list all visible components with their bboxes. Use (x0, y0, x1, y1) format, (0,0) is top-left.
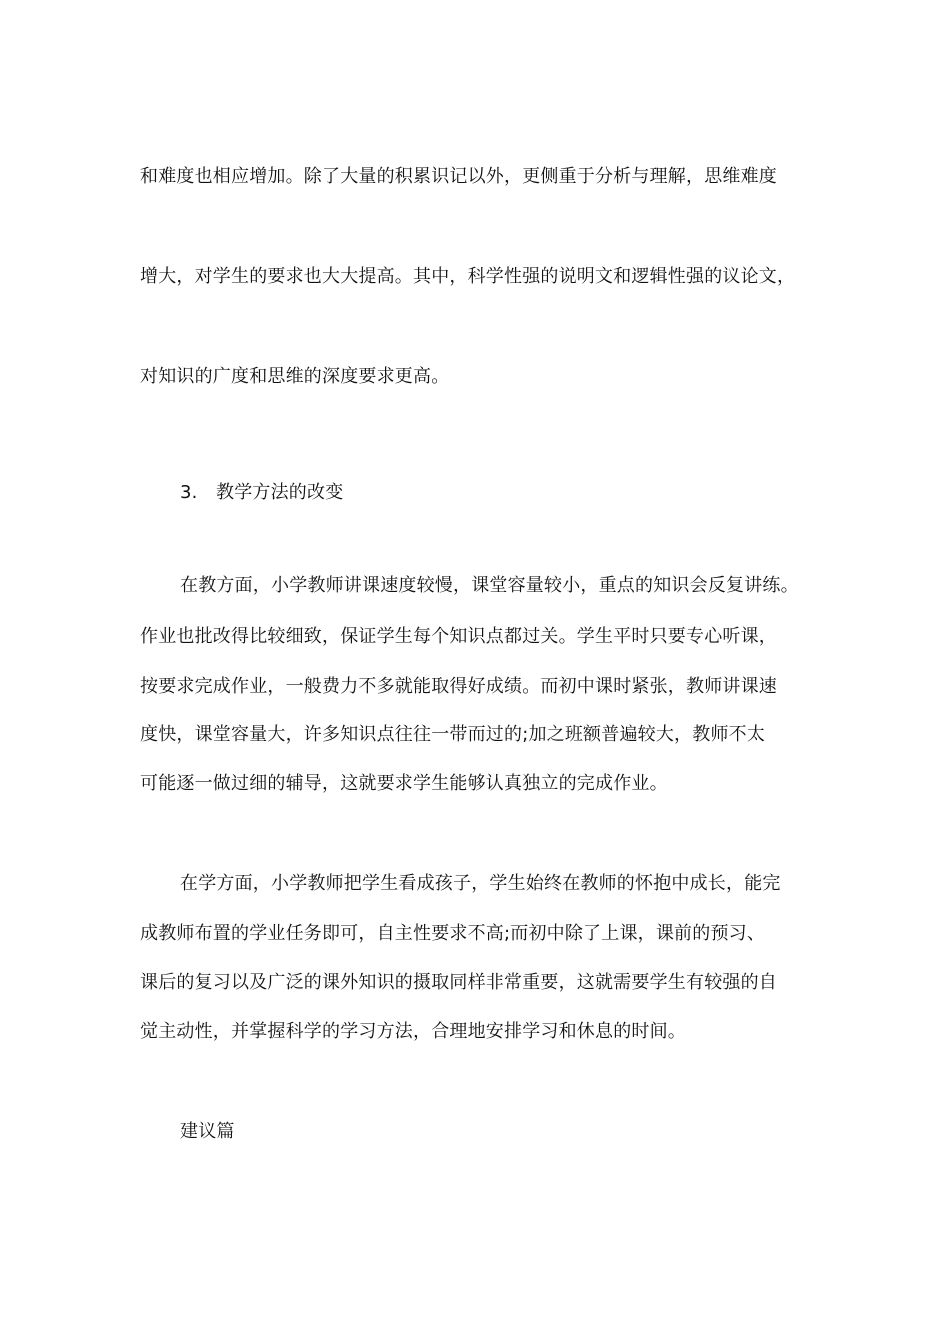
paragraph-line: 增大，对学生的要求也大大提高。其中，科学性强的说明文和逻辑性强的议论文， (140, 266, 796, 287)
paragraph-line: 可能逐一做过细的辅导，这就要求学生能够认真独立的完成作业。 (140, 773, 668, 794)
paragraph-line: 对知识的广度和思维的深度要求更高。 (140, 366, 450, 387)
paragraph-line: 和难度也相应增加。除了大量的积累识记以外，更侧重于分析与理解，思维难度 (140, 166, 777, 187)
paragraph-line: 度快，课堂容量大，许多知识点往往一带而过的;加之班额普遍较大，教师不太 (140, 724, 766, 745)
paragraph-line: 在教方面，小学教师讲课速度较慢，课堂容量较小，重点的知识会反复讲练。 (180, 575, 799, 596)
paragraph-line: 按要求完成作业，一般费力不多就能取得好成绩。而初中课时紧张，教师讲课速 (140, 676, 777, 697)
section-number: 3. (180, 482, 198, 503)
paragraph-line: 觉主动性，并掌握科学的学习方法，合理地安排学习和休息的时间。 (140, 1021, 686, 1042)
paragraph-line: 作业也批改得比较细致，保证学生每个知识点都过关。学生平时只要专心听课， (140, 626, 777, 647)
section-heading (180, 481, 343, 505)
paragraph-line: 课后的复习以及广泛的课外知识的摄取同样非常重要，这就需要学生有较强的自 (140, 972, 777, 993)
section-title: 教学方法的改变 (216, 482, 344, 503)
section-title: 建议篇 (180, 1121, 235, 1142)
paragraph-line: 在学方面，小学教师把学生看成孩子，学生始终在教师的怀抱中成长，能完 (180, 873, 781, 894)
paragraph-line: 成教师布置的学业任务即可，自主性要求不高;而初中除了上课，课前的预习、 (140, 923, 766, 944)
